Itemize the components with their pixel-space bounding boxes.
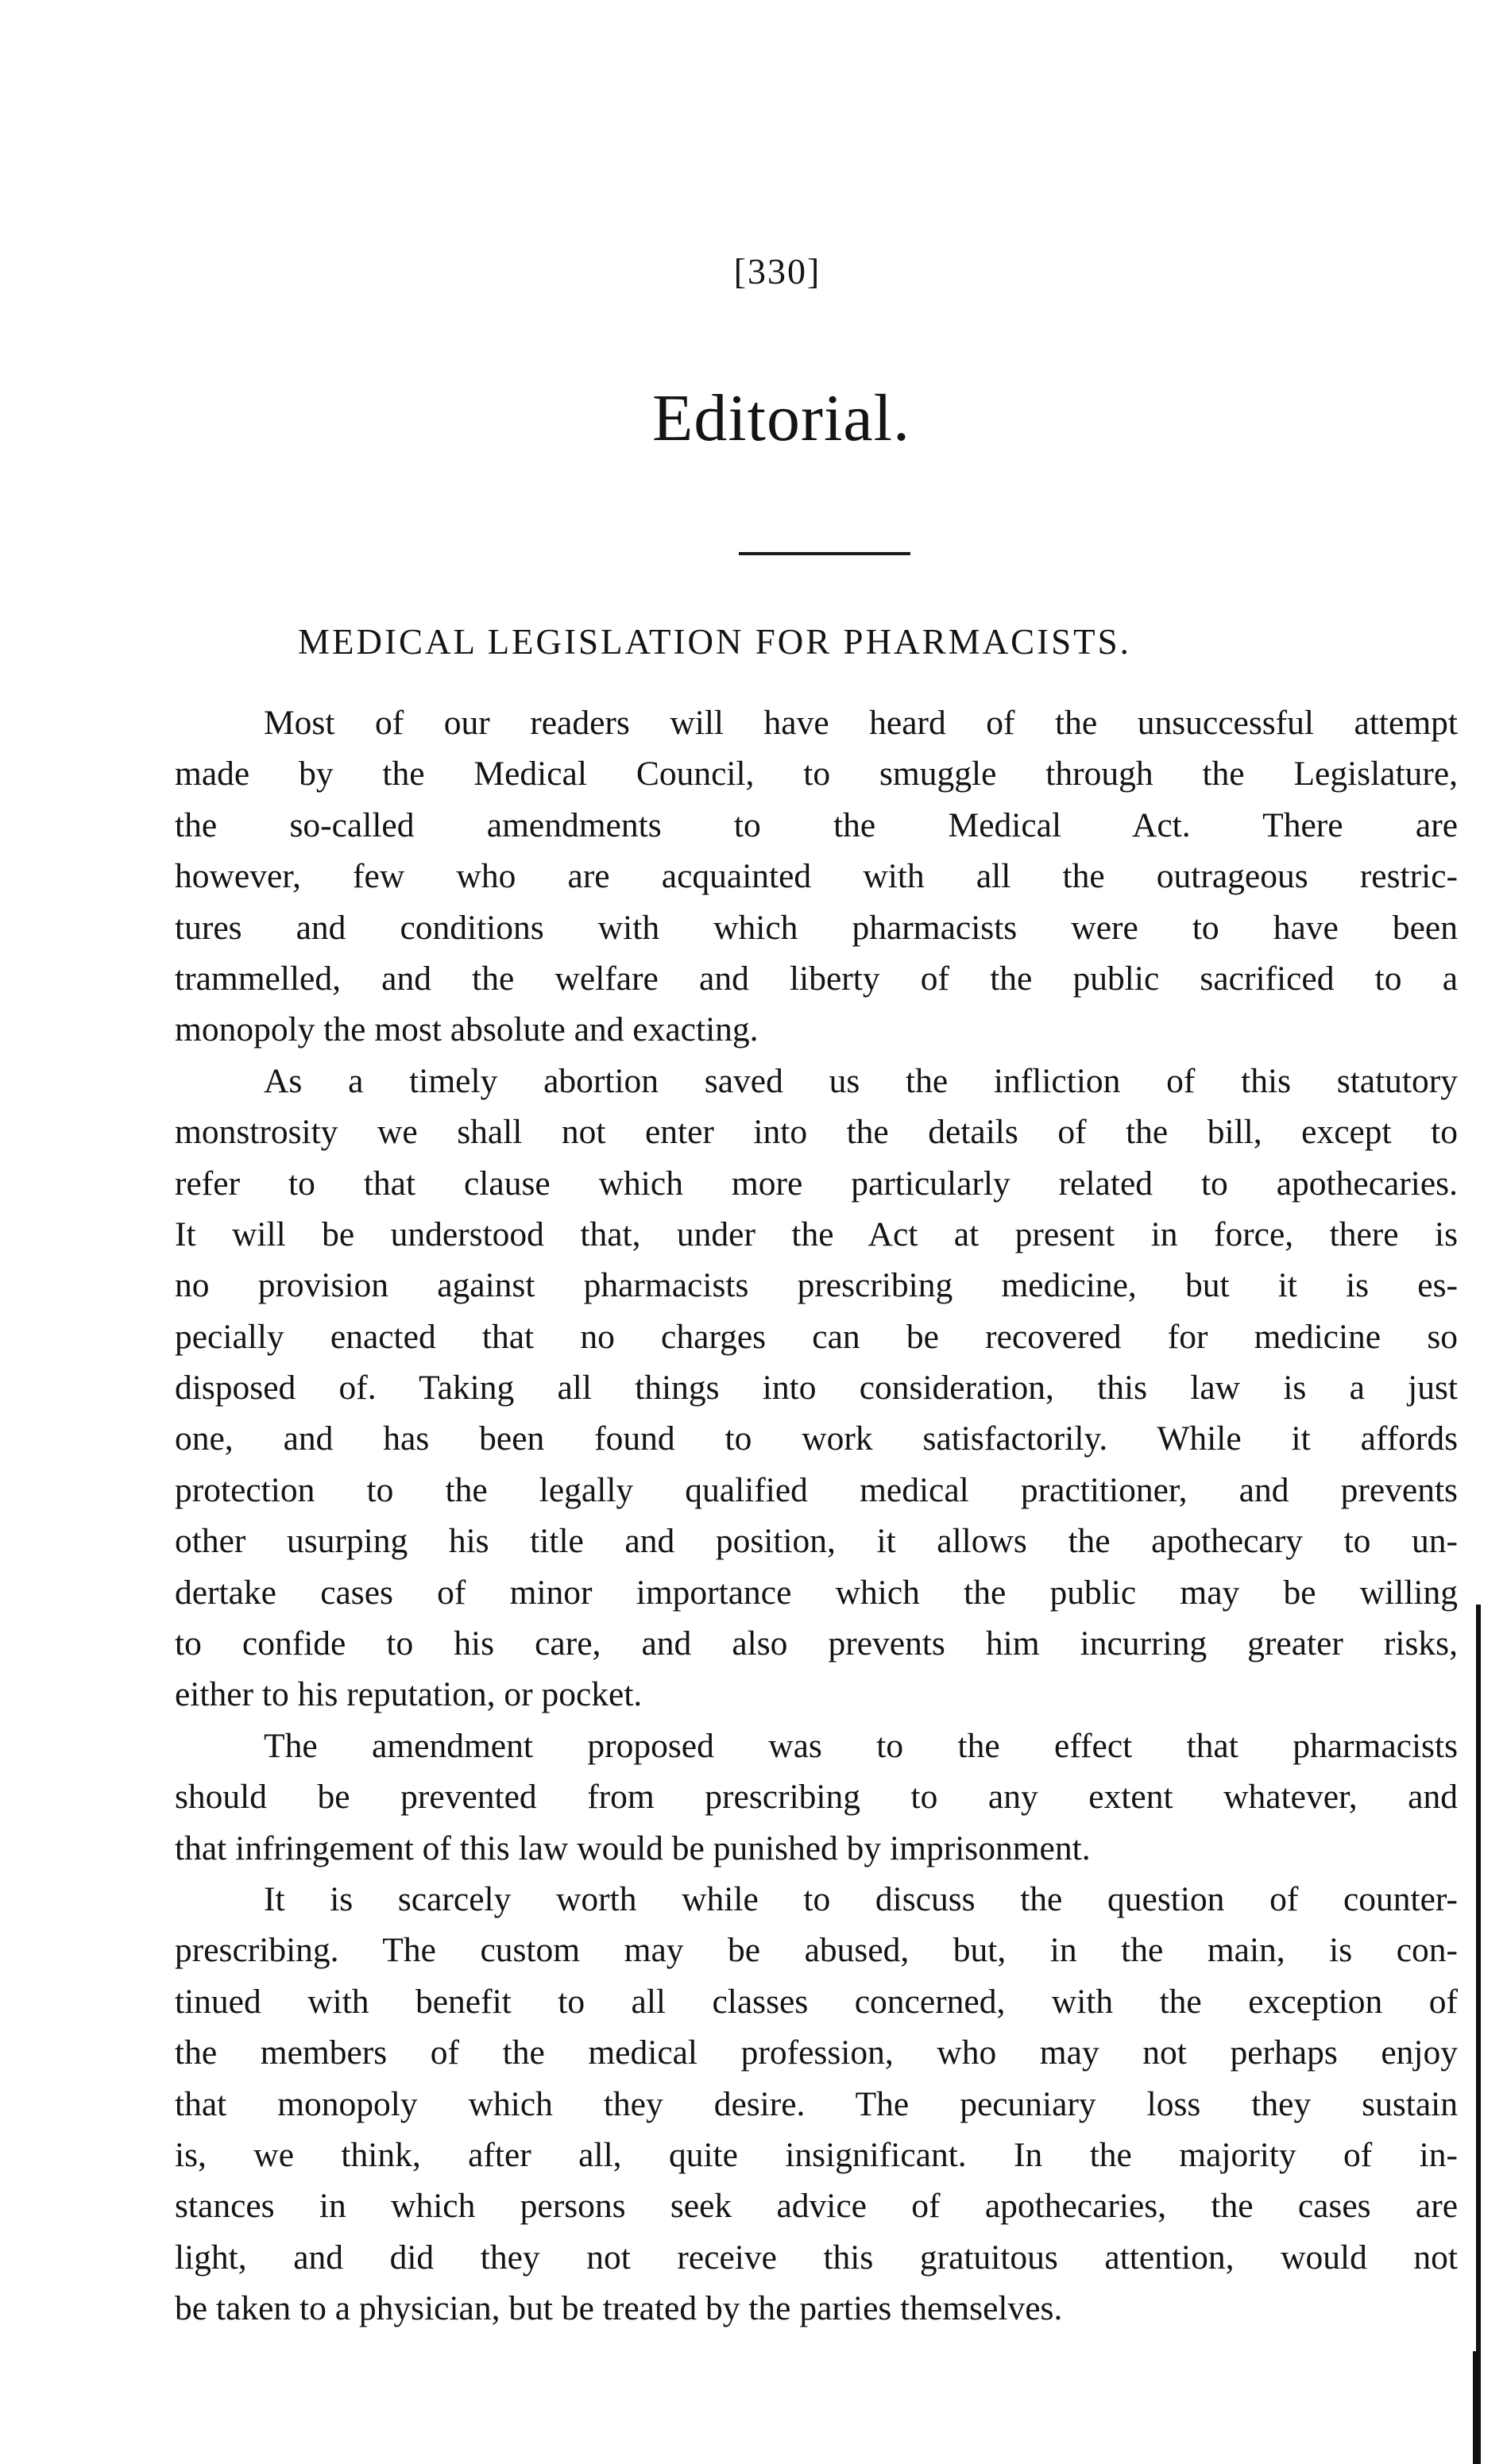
body-line: tures and conditions with which pharmacists were to have been	[175, 908, 1458, 947]
body-line: tinued with benefit to all classes concerned, with the exception of	[175, 1982, 1458, 2021]
body-line: should be prevented from prescribing to any extent whatever, and	[175, 1778, 1458, 1817]
article-body	[175, 697, 1458, 2335]
body-line: stances in which persons seek advice of apothecaries, the cases are	[175, 2187, 1458, 2226]
body-line: disposed of. Taking all things into consideration, this law is a just	[175, 1369, 1458, 1408]
title-rule	[739, 552, 910, 555]
body-line: protection to the legally qualified medical practitioner, and prevents	[175, 1470, 1458, 1509]
body-line: one, and has been found to work satisfactorily. While it affords	[175, 1419, 1458, 1458]
page-number: [330]	[733, 251, 821, 292]
body-line: the members of the medical profession, who may not perhaps enjoy	[175, 2033, 1458, 2072]
body-line: dertake cases of minor importance which the public may be willing	[175, 1573, 1458, 1612]
body-line: to confide to his care, and also prevents him incurring greater risks,	[175, 1624, 1458, 1663]
body-line: monopoly the most absolute and exacting.	[175, 1010, 759, 1049]
body-line: monstrosity we shall not enter into the details of the bill, except to	[175, 1113, 1458, 1152]
body-line: Most of our readers will have heard of the unsuccessful attempt	[264, 704, 1458, 742]
body-line: The amendment proposed was to the effect that pharmacists	[264, 1726, 1458, 1765]
body-line: pecially enacted that no charges can be recovered for medicine so	[175, 1317, 1458, 1356]
body-line: be taken to a physician, but be treated by the parties themselves.	[175, 2289, 1063, 2328]
body-line: It will be understood that, under the Act at present in force, there is	[175, 1215, 1458, 1253]
body-line: It is scarcely worth while to discuss the question of counter-	[264, 1879, 1458, 1918]
section-title: Editorial.	[652, 381, 910, 455]
margin-scan-line-bottom	[1473, 2351, 1481, 2464]
body-line: refer to that clause which more particularly related to apothecaries.	[175, 1164, 1458, 1203]
body-line: however, few who are acquainted with all the outrageous restric-	[175, 857, 1458, 896]
body-line: other usurping his title and position, it allows the apothecary to un-	[175, 1522, 1458, 1561]
margin-scan-line	[1476, 1605, 1481, 2462]
body-line: made by the Medical Council, to smuggle through the Legislature,	[175, 755, 1458, 794]
body-line: As a timely abortion saved us the infliction of this statutory	[264, 1061, 1458, 1100]
body-line: that infringement of this law would be punished by imprisonment.	[175, 1829, 1091, 1867]
body-line: light, and did they not receive this gratuitous attention, would not	[175, 2238, 1458, 2277]
article-title: MEDICAL LEGISLATION FOR PHARMACISTS.	[298, 622, 1131, 662]
body-line: either to his reputation, or pocket.	[175, 1675, 643, 1714]
body-line: that monopoly which they desire. The pecuniary loss they sustain	[175, 2084, 1458, 2123]
body-line: no provision against pharmacists prescribing medicine, but it is es-	[175, 1266, 1458, 1305]
body-line: the so-called amendments to the Medical Act. There are	[175, 805, 1458, 844]
body-line: is, we think, after all, quite insignificant. In the majority of in-	[175, 2135, 1458, 2174]
body-line: prescribing. The custom may be abused, but, in the main, is con-	[175, 1931, 1458, 1970]
body-line: trammelled, and the welfare and liberty of the public sacrificed to a	[175, 959, 1458, 998]
